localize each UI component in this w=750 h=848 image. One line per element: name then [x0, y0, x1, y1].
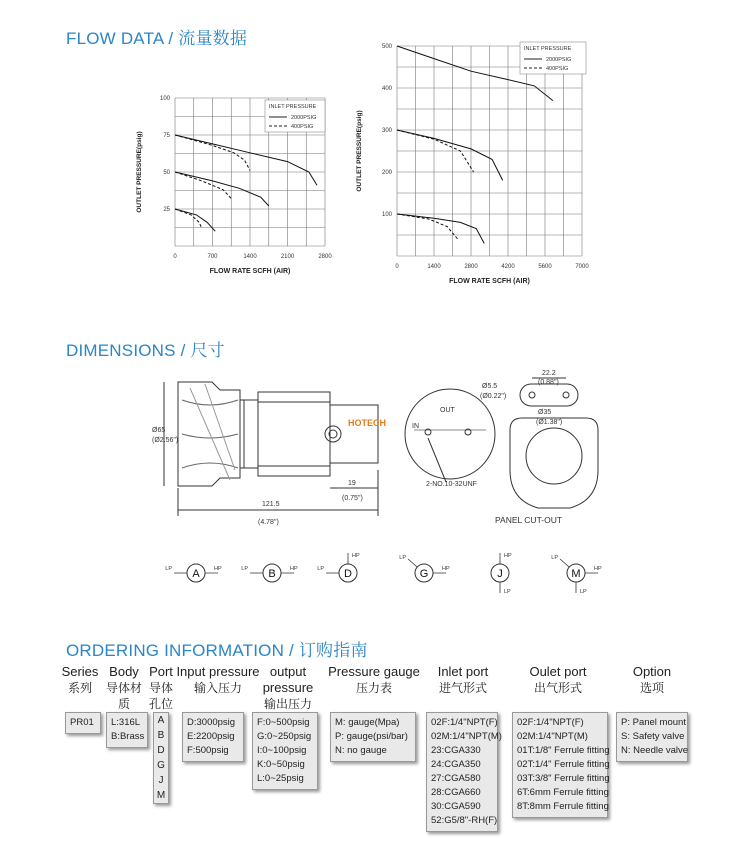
y-tick-label: 200 — [381, 170, 392, 176]
y-tick-label: 50 — [163, 170, 170, 176]
x-axis-label: FLOW RATE SCFH (AIR) — [449, 278, 530, 285]
order-option: 02F:1/4"NPT(F) — [517, 717, 584, 728]
port-label: HP — [504, 553, 512, 559]
order-option: F:500psig — [187, 745, 229, 756]
order-option: G:0~250psig — [257, 731, 312, 742]
y-tick-label: 400 — [381, 86, 392, 92]
port-icon-m — [540, 545, 612, 595]
order-header-zh: 系列 — [67, 681, 92, 695]
dimensions-drawing — [150, 370, 610, 535]
order-header-en: Inlet port — [437, 664, 489, 679]
order-header — [248, 664, 328, 712]
port-label: HP — [352, 553, 360, 559]
port-box — [153, 712, 169, 804]
port-letter: J — [497, 568, 503, 580]
order-header — [616, 664, 688, 696]
x-axis-label: FLOW RATE SCFH (AIR) — [209, 268, 291, 275]
series-line — [175, 209, 202, 228]
order-option: 01T:1/8" Ferrule fitting — [517, 745, 610, 756]
regulator-body — [258, 392, 330, 476]
body-port — [325, 426, 341, 442]
order-option: N: no gauge — [335, 745, 387, 756]
order-header — [104, 664, 144, 712]
order-header — [146, 664, 176, 712]
output-pressure-box — [252, 712, 318, 790]
dim-cut-in: (Ø1.38") — [536, 419, 563, 426]
order-header — [512, 664, 604, 696]
dim-span-in: (0.88") — [538, 379, 559, 386]
order-header-zh: 导体材质 — [105, 681, 142, 711]
order-header — [424, 664, 502, 696]
panel-cutout-label: PANEL CUT-OUT — [495, 515, 563, 525]
order-option: J — [158, 775, 164, 786]
order-option: B:Brass — [111, 731, 145, 742]
flow-data-title: FLOW DATA / 流量数据 — [66, 29, 248, 48]
order-header — [328, 664, 420, 696]
order-option: 23:CGA330 — [431, 745, 481, 756]
series-value: PR01 — [70, 717, 94, 728]
order-header-en: Oulet port — [529, 664, 587, 679]
order-option: 24:CGA350 — [431, 759, 481, 770]
order-option: 30:CGA590 — [431, 801, 481, 812]
x-tick-label: 2100 — [280, 254, 295, 260]
port-letter: A — [192, 568, 200, 580]
order-header-en: Body — [109, 664, 139, 679]
label-in: IN — [412, 423, 419, 430]
order-option: P: gauge(psi/bar) — [335, 731, 408, 742]
legend-entry: 2000PSIG — [291, 115, 317, 121]
inlet-port-box — [426, 712, 502, 832]
dim-span: 22.2 — [542, 370, 556, 377]
order-option: 8T:8mm Ferrule fitting — [517, 801, 609, 812]
y-tick-label: 100 — [159, 96, 170, 102]
series-line — [397, 130, 503, 180]
dim-hole-in: (Ø0.22") — [480, 393, 507, 400]
chart-grid — [397, 46, 582, 256]
dimensions-title: DIMENSIONS / 尺寸 — [66, 341, 225, 360]
dim-length: 121.5 — [262, 501, 280, 508]
dim-thread: 2-NO.10-32UNF — [426, 481, 477, 488]
port-letter: D — [344, 568, 352, 580]
dim-length-in: (4.78") — [258, 519, 279, 526]
order-option: B — [157, 730, 165, 741]
order-header-en: Pressure gauge — [328, 664, 420, 679]
order-option: 03T:3/8" Ferrule fitting — [517, 773, 610, 784]
port-letter: G — [419, 568, 429, 580]
order-header-en: Input pressure — [176, 664, 260, 679]
dim-d65-in: (Ø2.56") — [152, 437, 179, 444]
order-option: D:3000psig — [187, 717, 236, 728]
y-axis-label: OUTLET PRESSURE(psig) — [356, 110, 363, 192]
order-option: 28:CGA660 — [431, 787, 481, 798]
dim-hole: Ø5.5 — [482, 383, 498, 390]
order-header-en: Series — [61, 664, 99, 679]
flow-chart-small — [130, 90, 335, 280]
order-option: M — [156, 790, 166, 801]
y-tick-label: 500 — [381, 44, 392, 50]
legend-entry: 2000PSIG — [546, 57, 572, 63]
y-tick-label: 75 — [163, 133, 170, 139]
order-header-en: Option — [632, 664, 672, 679]
input-pressure-box — [182, 712, 244, 762]
pressure-gauge-box — [330, 712, 416, 762]
y-axis-label: OUTLET PRESSURE(psig) — [136, 131, 143, 213]
port-label: LP — [580, 589, 587, 595]
series-box — [65, 712, 101, 734]
order-option: E:2200psig — [187, 731, 235, 742]
order-option: P: Panel mount — [621, 717, 686, 728]
dim-d65: Ø65 — [152, 427, 166, 434]
ordering-table — [60, 660, 750, 845]
port-icon-b — [236, 545, 308, 595]
order-option: A — [157, 715, 165, 726]
order-option: S: Safety valve — [621, 731, 685, 742]
order-header-zh: 进气形式 — [438, 681, 487, 695]
brand-logo: HOTECH — [348, 418, 386, 428]
option-box — [616, 712, 688, 762]
dim-19-in: (0.75") — [342, 495, 363, 502]
legend-entry: 400PSIG — [546, 66, 569, 72]
order-option: K:0~50psig — [257, 759, 305, 770]
port-letter: M — [571, 568, 581, 580]
order-header — [58, 664, 102, 696]
legend-entry: 400PSIG — [291, 124, 314, 130]
port-letter: B — [268, 568, 276, 580]
series-line — [175, 135, 317, 185]
order-option: 02M:1/4"NPT(M) — [431, 731, 502, 742]
port-label: HP — [442, 566, 450, 572]
port-label: HP — [214, 566, 222, 572]
legend-title: INLET PRESSURE — [524, 46, 572, 52]
dim-cut: Ø35 — [538, 409, 552, 416]
port-label: LP — [551, 555, 558, 561]
port-icon-d — [312, 545, 384, 595]
dim-19: 19 — [348, 480, 356, 487]
x-tick-label: 2800 — [318, 254, 332, 260]
order-header-zh: 导体孔位 — [148, 681, 173, 711]
port-label: HP — [290, 566, 298, 572]
order-option: F:0~500psig — [257, 717, 310, 728]
x-tick-label: 0 — [395, 264, 399, 270]
port-label: LP — [165, 566, 172, 572]
port-label: LP — [241, 566, 248, 572]
x-tick-label: 7000 — [575, 264, 589, 270]
x-tick-label: 700 — [207, 254, 218, 260]
x-tick-label: 0 — [173, 254, 177, 260]
order-option: 6T:6mm Ferrule fitting — [517, 787, 609, 798]
order-option: 52:G5/8"-RH(F) — [431, 815, 498, 826]
y-tick-label: 300 — [381, 128, 392, 134]
port-configurations — [160, 545, 600, 595]
flow-chart-large — [350, 38, 595, 288]
series-line — [175, 172, 269, 206]
order-option: 02F:1/4"NPT(F) — [431, 717, 498, 728]
x-tick-label: 1400 — [427, 264, 441, 270]
port-label: HP — [594, 566, 602, 572]
y-tick-label: 25 — [163, 207, 170, 213]
order-option: N: Needle valve — [621, 745, 689, 756]
port-label: LP — [504, 589, 511, 595]
legend-title: INLET PRESSURE — [269, 104, 317, 110]
ordering-title: ORDERING INFORMATION / 订购指南 — [66, 641, 368, 660]
y-tick-label: 100 — [381, 212, 392, 218]
order-option: L:0~25psig — [257, 773, 304, 784]
front-view — [405, 389, 495, 479]
bonnet — [240, 400, 258, 468]
order-header-zh: 压力表 — [355, 681, 392, 695]
order-option: D — [157, 745, 165, 756]
order-option: 02T:1/4" Ferrule fitting — [517, 759, 610, 770]
port-icon-j — [464, 545, 536, 595]
order-header-zh: 输出压力 — [263, 697, 312, 711]
port-label: LP — [317, 566, 324, 572]
order-option: G — [157, 760, 165, 771]
series-line — [175, 209, 215, 231]
order-option: 02M:1/4"NPT(M) — [517, 731, 588, 742]
order-option: L:316L — [111, 717, 141, 728]
label-out: OUT — [440, 407, 455, 414]
panel-cutout — [510, 418, 598, 508]
series-line — [175, 172, 231, 199]
port-icon-g — [388, 545, 460, 595]
order-option: M: gauge(Mpa) — [335, 717, 400, 728]
order-header-zh: 选项 — [639, 681, 664, 695]
order-header-en: output pressure — [262, 664, 314, 695]
order-header-zh: 输入压力 — [193, 681, 242, 695]
x-tick-label: 5600 — [538, 264, 552, 270]
body-box — [106, 712, 148, 748]
x-tick-label: 2800 — [464, 264, 478, 270]
port-icon-a — [160, 545, 232, 595]
order-header-zh: 出气形式 — [533, 681, 582, 695]
order-option: 27:CGA580 — [431, 773, 481, 784]
knob — [178, 382, 240, 486]
order-header-en: Port — [149, 664, 173, 679]
order-option: I:0~100psig — [257, 745, 307, 756]
x-tick-label: 1400 — [243, 254, 257, 260]
outlet-port-box — [512, 712, 608, 818]
port-label: LP — [399, 555, 406, 561]
x-tick-label: 4200 — [501, 264, 515, 270]
